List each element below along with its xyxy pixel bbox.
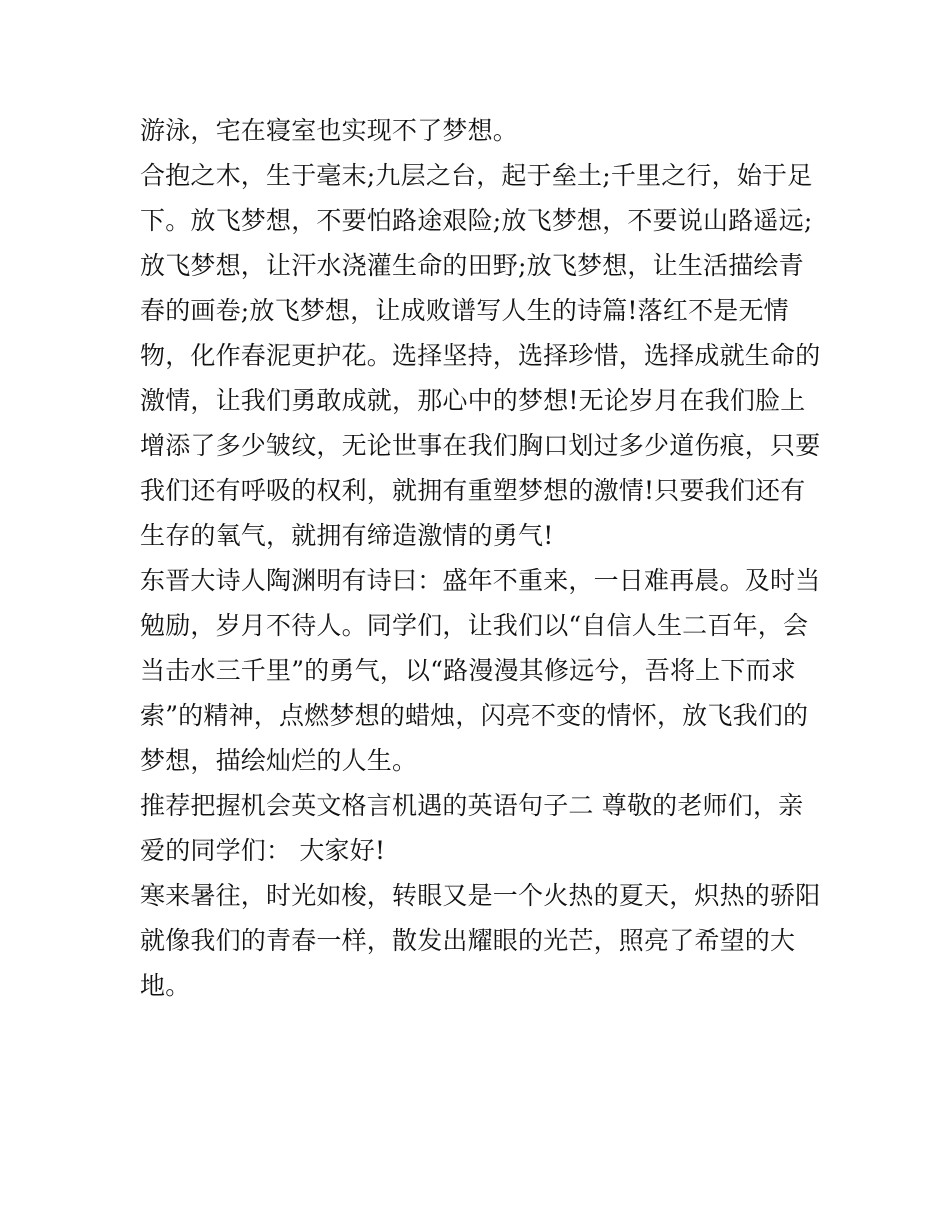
text-line: 就像我们的青春一样，散发出耀眼的光芒，照亮了希望的大	[140, 926, 796, 955]
text-line: 梦想，描绘灿烂的人生。	[140, 746, 418, 775]
text-line: 激情，让我们勇敢成就，那心中的梦想!无论岁月在我们脸上	[140, 386, 806, 415]
text-line: 合抱之木，生于毫末;九层之台，起于垒土;千里之行，始于足	[140, 161, 813, 190]
text-line: 索”的精神，点燃梦想的蜡烛，闪亮不变的情怀，放飞我们的	[140, 701, 809, 730]
text-line: 勉励，岁月不待人。同学们，让我们以“自信人生二百年，会	[140, 611, 809, 640]
text-line: 放飞梦想，让汗水浇灌生命的田野;放飞梦想，让生活描绘青	[140, 251, 804, 280]
text-line: 地。	[140, 971, 191, 1000]
text-line: 物，化作春泥更护花。选择坚持，选择珍惜，选择成就生命的	[140, 341, 821, 370]
text-line: 下。放飞梦想，不要怕路途艰险;放飞梦想，不要说山路遥远;	[140, 206, 813, 235]
text-line: 增添了多少皱纹，无论世事在我们胸口划过多少道伤痕，只要	[140, 431, 821, 460]
text-line: 推荐把握机会英文格言机遇的英语句子二 尊敬的老师们，亲	[140, 791, 804, 820]
text-line: 寒来暑往，时光如梭，转眼又是一个火热的夏天，炽热的骄阳	[140, 881, 821, 910]
text-line: 当击水三千里”的勇气，以“路漫漫其修远兮，吾将上下而求	[140, 656, 796, 685]
text-line: 爱的同学们： 大家好!	[140, 836, 386, 865]
text-line: 我们还有呼吸的权利，就拥有重塑梦想的激情!只要我们还有	[140, 476, 806, 505]
document-body	[140, 108, 830, 1008]
text-line: 春的画卷;放飞梦想，让成败谱写人生的诗篇!落红不是无情	[140, 296, 789, 325]
text-line: 游泳，宅在寝室也实现不了梦想。	[140, 116, 519, 145]
text-line: 生存的氧气，就拥有缔造激情的勇气!	[140, 521, 554, 550]
text-line: 东晋大诗人陶渊明有诗曰：盛年不重来，一日难再晨。及时当	[140, 566, 821, 595]
